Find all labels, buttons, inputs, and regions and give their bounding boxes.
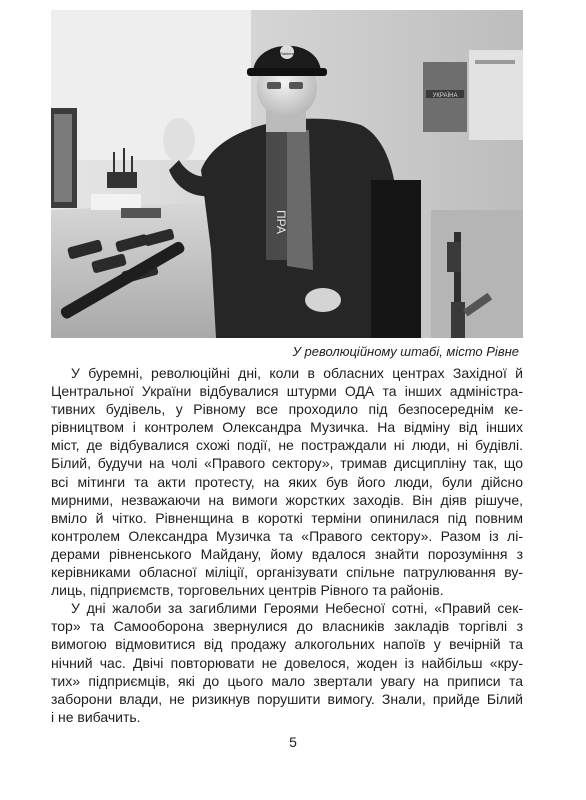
text-line: тивних будівель, у Рівному все проходило під безпосереднім ке- xyxy=(51,401,523,418)
photo-caption: У революційному штабі, місто Рівне xyxy=(292,344,519,359)
text-line: всі мітинги та акти протесту, на яких був його люди, були дійсно xyxy=(51,473,523,490)
text-line: рівництвом і контролем Олександра Музичка. На відміну від інших xyxy=(51,419,523,436)
text-line: лиць, підприємств, торговельних центрів Рівного та районів. xyxy=(51,582,444,599)
text-line: тор» та Самооборона звернулися до власників закладів торгівлі з xyxy=(51,618,523,635)
text-line: нічний час. Двічі повторювати не довелося, жоден із найбільш «кру- xyxy=(51,654,523,671)
article-body xyxy=(51,364,523,726)
photo xyxy=(51,10,523,338)
page-number: 5 xyxy=(289,734,297,750)
text-line: дерами рівненського Майдану, йому вдалося знайти порозуміння з xyxy=(51,545,523,562)
paragraph xyxy=(51,599,523,726)
text-line: мирними, незважаючи на вимоги жорстких заходів. Він діяв рішуче, xyxy=(51,491,523,508)
cap-logo: Raiders xyxy=(280,51,294,56)
text-line: У дні жалоби за загиблими Героями Небесної сотні, «Правий сек- xyxy=(71,600,523,617)
wall-poster xyxy=(423,50,523,140)
text-line: керівниками обласної міліції, організувати спільне патрулювання ву- xyxy=(51,564,523,581)
text-line: вміло й чітко. Рівненщина в короткі терміни опинилася під повним xyxy=(51,509,523,526)
text-line: вимогою відмовитися від продажу алкогольних напоїв у вечірній та xyxy=(51,636,523,653)
paragraph xyxy=(51,364,523,599)
scarf-lettering: ПРА xyxy=(274,210,288,234)
photo-illustration xyxy=(51,10,523,338)
monitor xyxy=(51,108,77,208)
text-line: Білий, будучи на чолі «Правого сектору», тримав дисципліну так, що xyxy=(51,455,523,472)
chair xyxy=(371,180,421,338)
text-line: і не вибачить. xyxy=(51,708,141,725)
poster-label: УКРАЇНА xyxy=(432,93,458,99)
text-line: Центральної України відбувалися штурми ОДА та інших адміністра- xyxy=(51,383,523,400)
text-line: контролем Олександра Музичка та «Правого сектору». Разом із лі- xyxy=(51,527,523,544)
text-line: заборони влади, не ризикнув порушити вимогу. Знали, прийде Білий xyxy=(51,690,523,707)
text-line: тих» підприємців, які до цього мало звертали увагу на приписи та xyxy=(51,672,523,689)
text-line: міст, де відбувалися схожі події, не постраждали ні люди, ні будівлі. xyxy=(51,437,523,454)
text-line: У буремні, революційні дні, коли в обласних центрах Західної й xyxy=(71,365,523,381)
